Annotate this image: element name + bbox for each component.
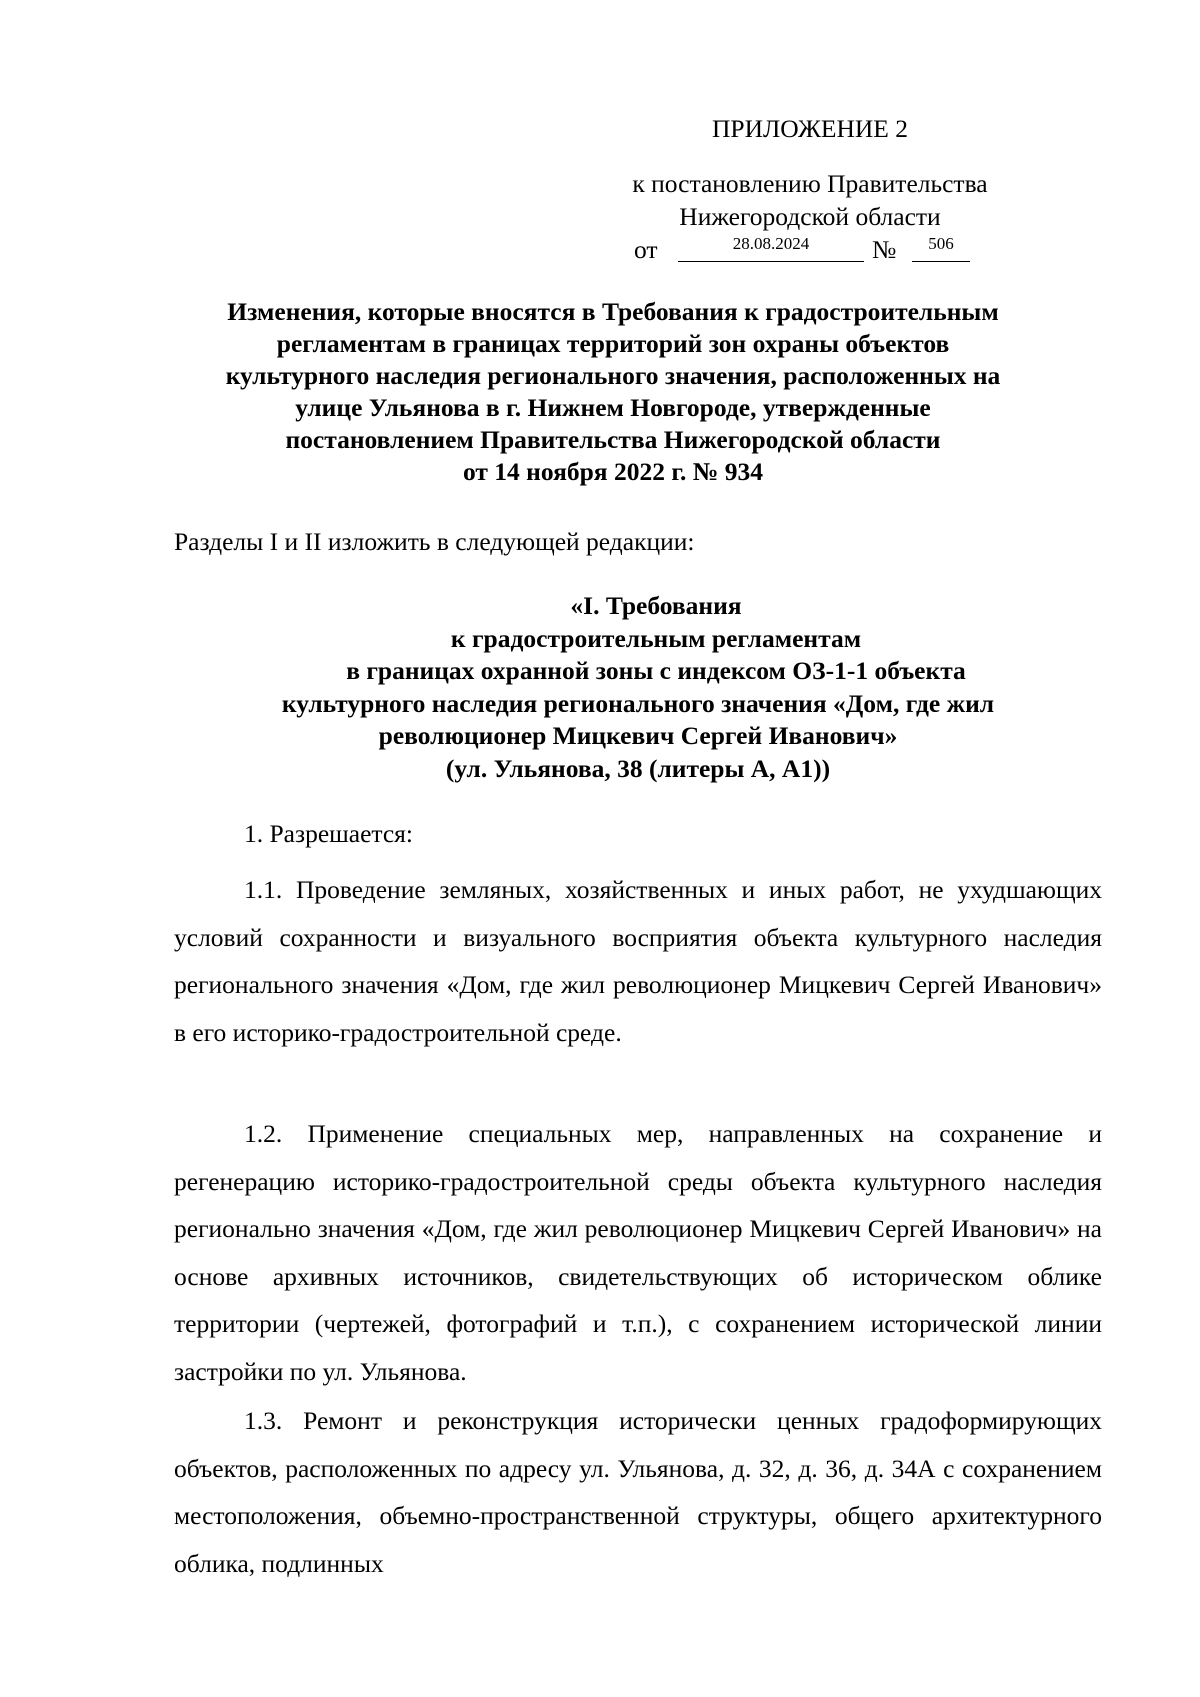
- title-line: постановлением Правительства Нижегородской области: [285, 425, 941, 454]
- intro-text: Разделы I и II изложить в следующей редакции:: [174, 527, 695, 556]
- date-prefix: от: [634, 235, 658, 264]
- title-line: от 14 ноября 2022 г. № 934: [462, 457, 764, 486]
- section-title: [174, 590, 1102, 785]
- section-title-line: в границах охранной зоны с индексом ОЗ-1-1 объекта: [346, 656, 966, 685]
- paragraph-1-3: 1.3. Ремонт и реконструкция исторически ценных градоформирующих объектов, расположенных по адресу ул. Ульянова, д. 32, д. 36, д. 34А с сохранением местоположения, объемно-пространственной структуры, общего архитектурного облика, подлинных: [174, 1406, 1102, 1578]
- resolution-number: 506: [912, 227, 970, 262]
- section-title-line: (ул. Ульянова, 38 (литеры А, А1)): [445, 753, 831, 783]
- document-title: [150, 296, 1076, 488]
- title-line: регламентам в границах территорий зон охраны объектов: [276, 329, 950, 358]
- title-line: Изменения, которые вносятся в Требования к градостроительным: [227, 297, 999, 326]
- resolution-date: 28.08.2024: [678, 227, 864, 262]
- appendix-line-1: к постановлению Правительства: [632, 169, 988, 198]
- item-1-heading: 1. Разрешается:: [244, 819, 413, 848]
- section-title-line: «I. Требования: [570, 591, 742, 620]
- paragraph-1-2: 1.2. Применение специальных мер, направленных на сохранение и регенерацию историко-градостроительной среды объекта культурного наследия регионально значения «Дом, где жил революционер Мицкевич Сергей Иванович» на основе архивных источников, свидетельствующих об историческом облике территории (чертежей, фотографий и т.п.), с сохранением исторической линии застройки по ул. Ульянова.: [174, 1119, 1102, 1386]
- section-title-line: революционер Мицкевич Сергей Иванович»: [378, 721, 898, 750]
- title-line: культурного наследия регионального значения, расположенных на: [225, 361, 1001, 390]
- appendix-block: [590, 112, 1030, 267]
- appendix-line-2: Нижегородской области: [679, 202, 941, 231]
- section-title-line: культурного наследия регионального значения «Дом, где жил: [281, 688, 995, 718]
- appendix-title: ПРИЛОЖЕНИЕ 2: [711, 114, 909, 143]
- number-sign: №: [872, 235, 897, 264]
- section-title-line: к градостроительным регламентам: [450, 623, 862, 653]
- date-number-line: [590, 233, 1030, 267]
- paragraph-1-1: 1.1. Проведение земляных, хозяйственных и иных работ, не ухудшающих условий сохранности и визуального восприятия объекта культурного наследия регионального значения «Дом, где жил революционер Мицкевич Сергей Иванович» в его историко-градостроительной среде.: [174, 875, 1102, 1047]
- title-line: улице Ульянова в г. Нижнем Новгороде, утвержденные: [295, 393, 931, 422]
